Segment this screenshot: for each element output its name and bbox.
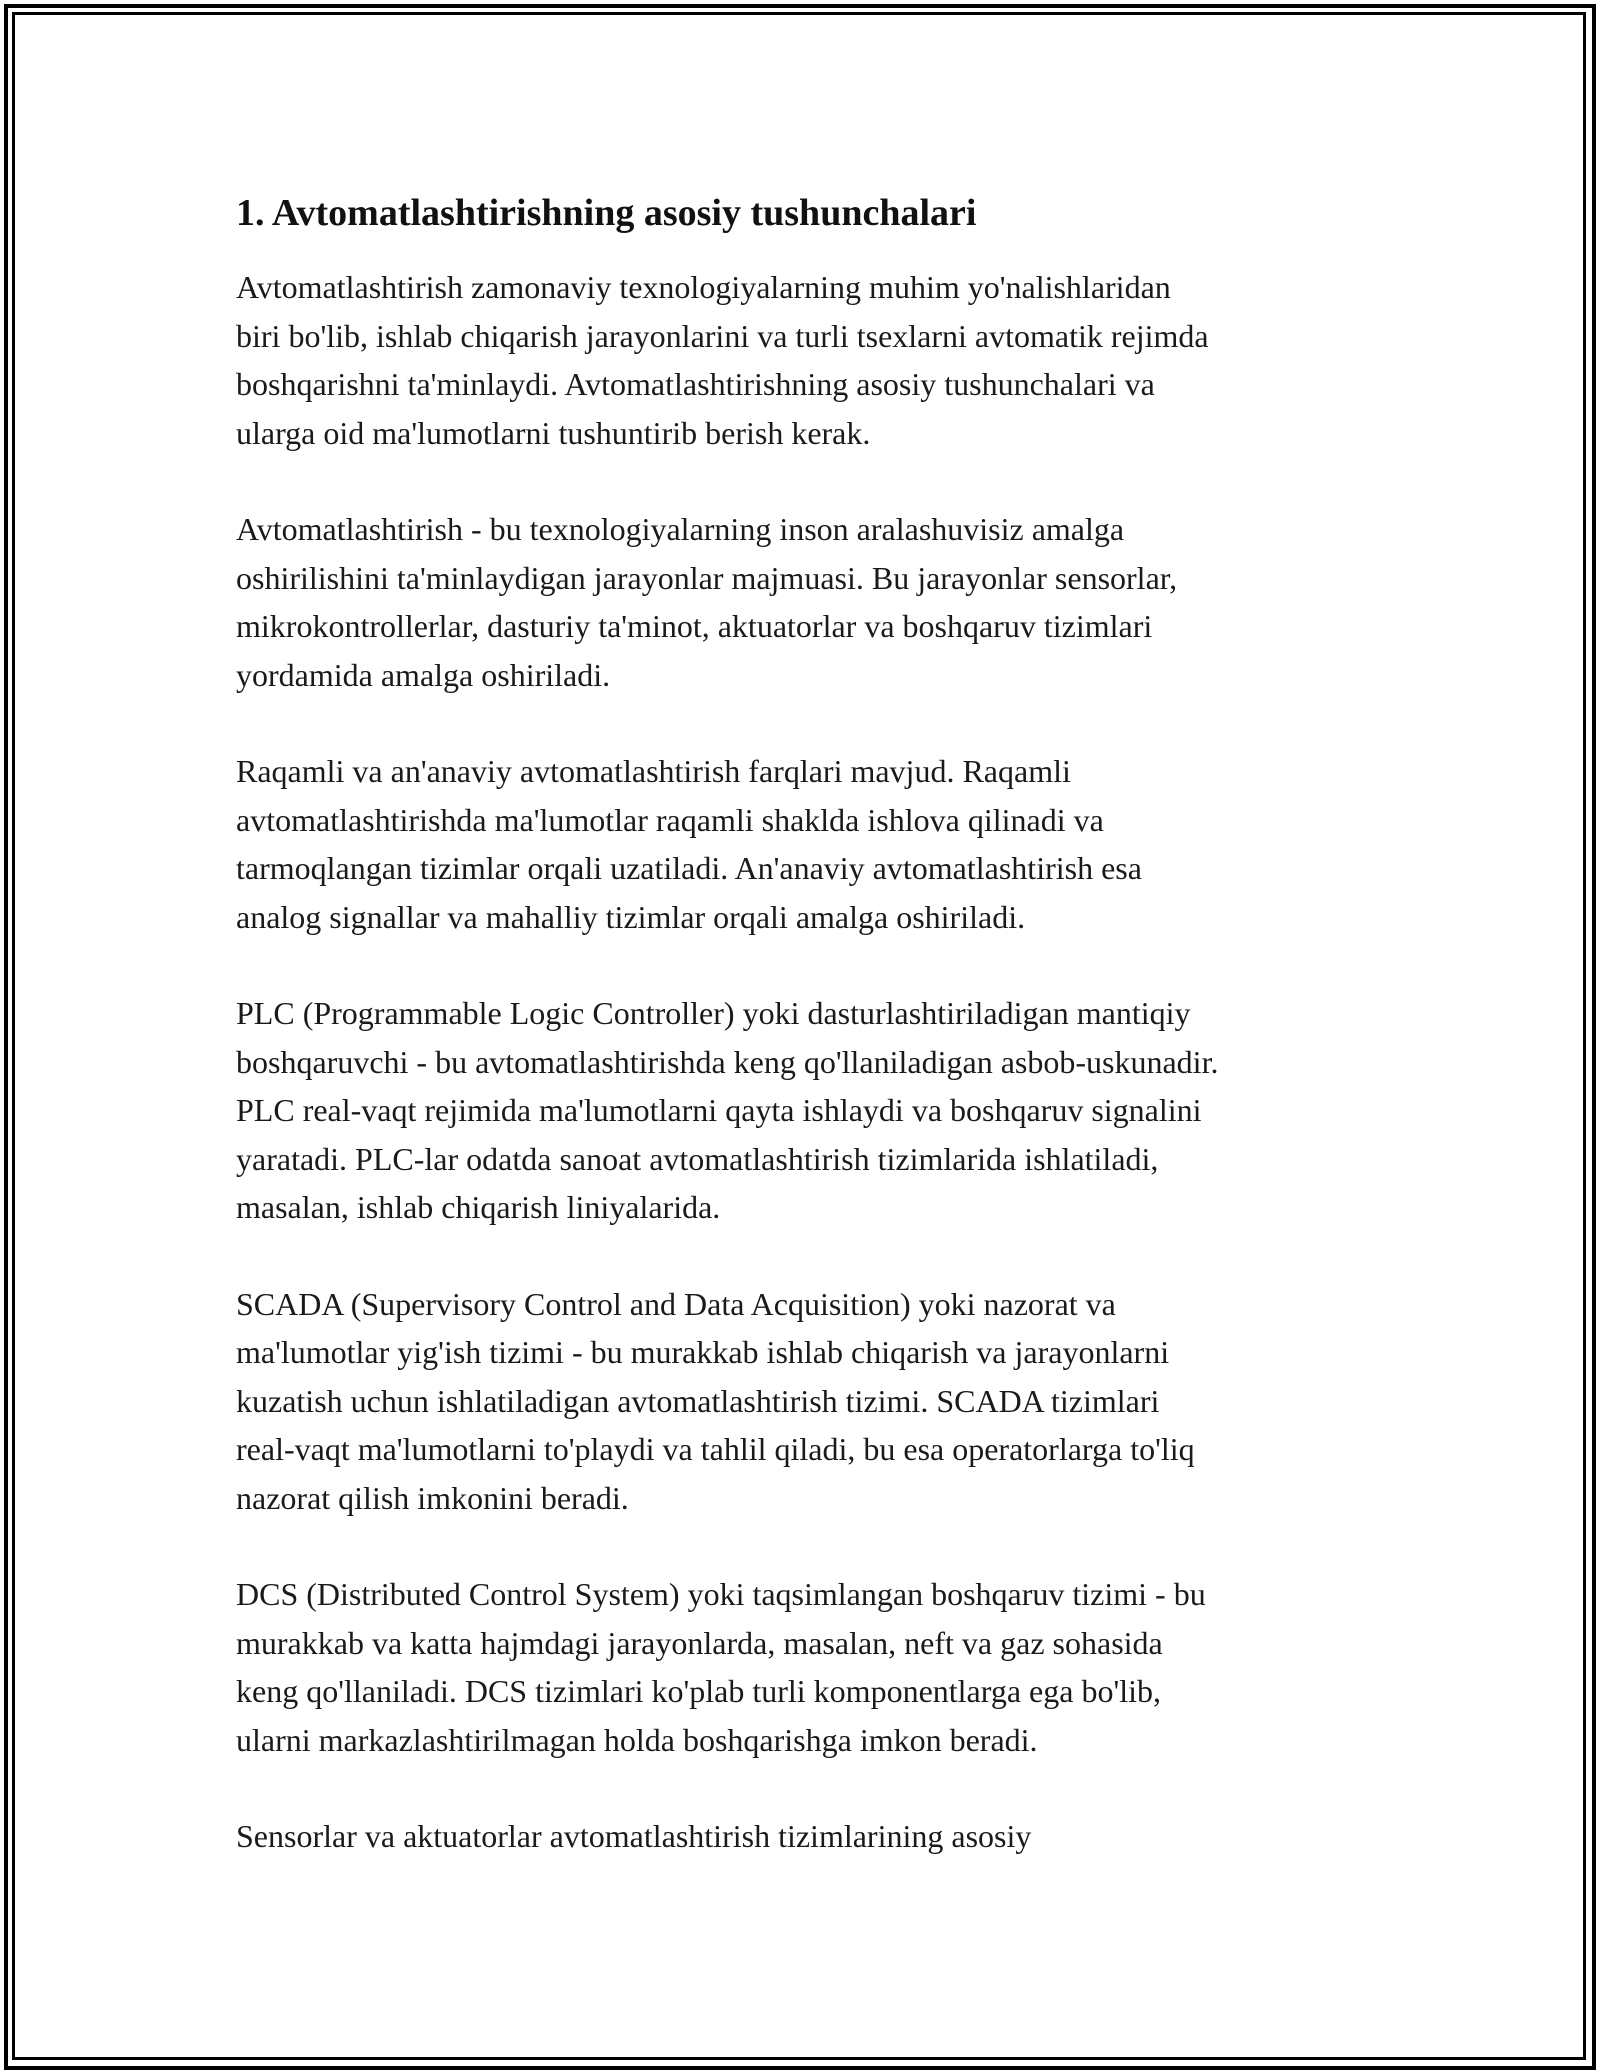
paragraph-plc: PLC (Programmable Logic Controller) yoki dasturlashtiriladigan mantiqiy boshqaruvchi - bu avtomatlashtirishda keng qo'llaniladigan asbob-uskunadir. PLC real-vaqt rejimida ma'lumotlarni qayta ishlaydi va boshqaruv signalini yaratadi. PLC-lar odatda sanoat avtomatlashtirish tizimlarida ishlatiladi, masalan, ishlab chiqarish liniyalarida.	[236, 995, 1219, 1225]
document-body	[236, 185, 1376, 1909]
paragraph-digital-vs-traditional: Raqamli va an'anaviy avtomatlashtirish farqlari mavjud. Raqamli avtomatlashtirishda ma'lumotlar raqamli shaklda ishlova qilinadi va tarmoqlangan tizimlar orqali uzatiladi. An'anaviy avtomatlashtirish esa analog signallar va mahalliy tizimlar orqali amalga oshiriladi.	[236, 753, 1142, 935]
paragraph-dcs: DCS (Distributed Control System) yoki taqsimlangan boshqaruv tizimi - bu murakkab va katta hajmdagi jarayonlarda, masalan, neft va gaz sohasida keng qo'llaniladi. DCS tizimlari ko'plab turli komponentlarga ega bo'lib, ularni markazlashtirilmagan holda boshqarishga imkon beradi.	[236, 1576, 1206, 1758]
paragraph-sensors: Sensorlar va aktuatorlar avtomatlashtirish tizimlarining asosiy	[236, 1818, 1032, 1854]
paragraph-intro: Avtomatlashtirish zamonaviy texnologiyalarning muhim yo'nalishlaridan biri bo'lib, ishlab chiqarish jarayonlarini va turli tsexlarni avtomatik rejimda boshqarishni ta'minlaydi. Avtomatlashtirishning asosiy tushunchalari va ularga oid ma'lumotlarni tushuntirib berish kerak.	[236, 269, 1209, 451]
paragraph-scada: SCADA (Supervisory Control and Data Acquisition) yoki nazorat va ma'lumotlar yig'ish tizimi - bu murakkab ishlab chiqarish va jarayonlarni kuzatish uchun ishlatiladigan avtomatlashtirish tizimi. SCADA tizimlari real-vaqt ma'lumotlarni to'playdi va tahlil qiladi, bu esa operatorlarga to'liq nazorat qilish imkonini beradi.	[236, 1285, 1195, 1516]
section-heading: 1. Avtomatlashtirishning asosiy tushunchalari	[236, 192, 977, 234]
paragraph-definition: Avtomatlashtirish - bu texnologiyalarning inson aralashuvisiz amalga oshirilishini ta'minlaydigan jarayonlar majmuasi. Bu jarayonlar sensorlar, mikrokontrollerlar, dasturiy ta'minot, aktuatorlar va boshqaruv tizimlari yordamida amalga oshiriladi.	[236, 511, 1178, 693]
